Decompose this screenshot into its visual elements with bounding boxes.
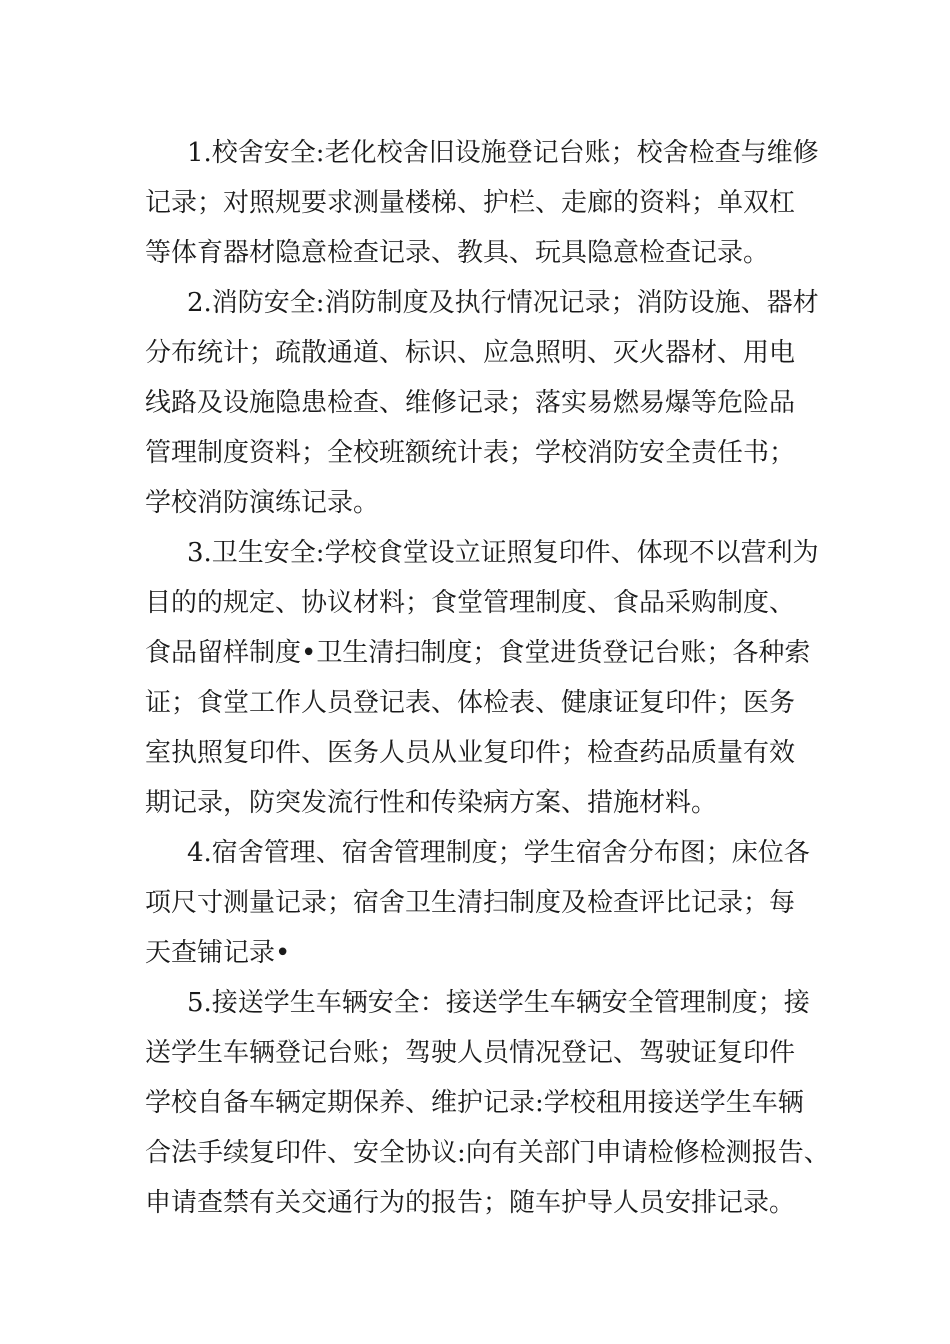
text-line: 学校自备车辆定期保养、维护记录:学校租用接送学生车辆 xyxy=(145,1088,804,1118)
text-line: 申请查禁有关交通行为的报告；随车护导人员安排记录。 xyxy=(145,1188,796,1218)
text-line: 1.校舍安全:老化校舍旧设施登记台账；校舍检查与维修 xyxy=(187,138,819,168)
text-line: 合法手续复印件、安全协议:向有关部门申请检修检测报告、 xyxy=(145,1138,830,1168)
text-line: 食品留样制度•卫生清扫制度；食堂进货登记台账；各种索 xyxy=(145,638,811,668)
document-body xyxy=(145,128,830,1228)
text-line: 3.卫生安全:学校食堂设立证照复印件、体现不以营利为 xyxy=(187,538,819,568)
text-line: 项尺寸测量记录；宿舍卫生清扫制度及检查评比记录；每 xyxy=(145,888,796,918)
text-line: 2.消防安全:消防制度及执行情况记录；消防设施、器材 xyxy=(187,288,819,318)
text-line: 目的的规定、协议材料；食堂管理制度、食品采购制度、 xyxy=(145,588,796,618)
text-line: 送学生车辆登记台账；驾驶人员情况登记、驾驶证复印件 xyxy=(145,1038,796,1068)
text-line: 5.接送学生车辆安全：接送学生车辆安全管理制度；接 xyxy=(187,988,810,1018)
text-line: 室执照复印件、医务人员从业复印件；检查药品质量有效 xyxy=(145,738,796,768)
text-line: 等体育器材隐意检查记录、教具、玩具隐意检查记录。 xyxy=(145,238,770,268)
paragraph-dormitory-management xyxy=(145,828,825,978)
text-line: 线路及设施隐患检查、维修记录；落实易燃易爆等危险品 xyxy=(145,388,796,418)
text-line: 4.宿舍管理、宿舍管理制度；学生宿舍分布图；床位各 xyxy=(187,838,810,868)
text-line: 证；食堂工作人员登记表、体检表、健康证复印件；医务 xyxy=(145,688,796,718)
paragraph-school-bus-safety xyxy=(145,978,830,1228)
paragraph-fire-safety xyxy=(145,278,825,528)
text-line: 期记录，防突发流行性和传染病方案、措施材料。 xyxy=(145,788,718,818)
paragraph-school-building-safety xyxy=(145,128,825,278)
text-line: 记录；对照规要求测量楼梯、护栏、走廊的资料；单双杠 xyxy=(145,188,796,218)
text-line: 分布统计；疏散通道、标识、应急照明、灭火器材、用电 xyxy=(145,338,796,368)
text-line: 天查铺记录• xyxy=(145,938,291,968)
paragraph-hygiene-safety xyxy=(145,528,825,828)
text-line: 学校消防演练记录。 xyxy=(145,488,380,518)
text-line: 管理制度资料；全校班额统计表；学校消防安全责任书； xyxy=(145,438,796,468)
